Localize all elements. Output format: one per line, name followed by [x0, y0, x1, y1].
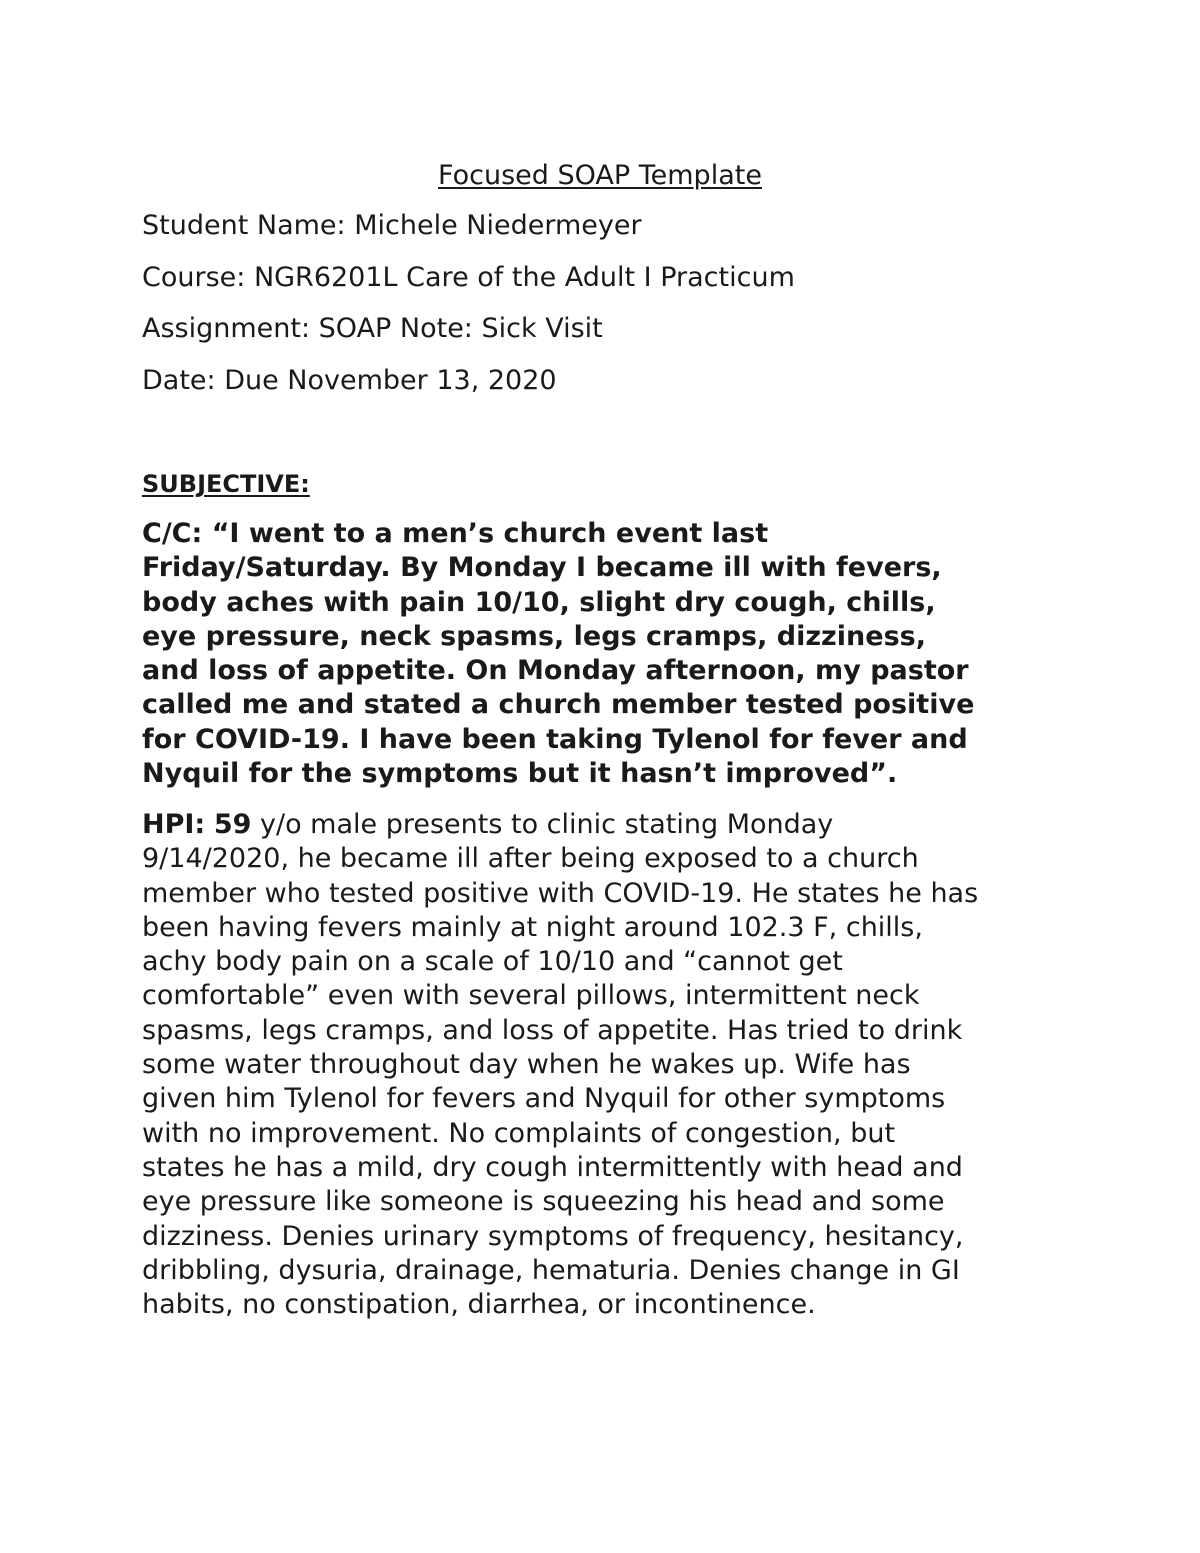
- assignment: Assignment: SOAP Note: Sick Visit: [142, 313, 603, 344]
- cc-line: called me and stated a church member tested positive: [142, 689, 975, 721]
- hpi-line: dizziness. Denies urinary symptoms of frequency, hesitancy,: [142, 1220, 964, 1252]
- hpi-line: dribbling, dysuria, drainage, hematuria. Denies change in GI: [142, 1254, 960, 1286]
- hpi-line: comfortable” even with several pillows, intermittent neck: [142, 980, 920, 1012]
- cc-line: Nyquil for the symptoms but it hasn’t improved”.: [142, 758, 898, 790]
- cc-line: for COVID-19. I have been taking Tylenol for fever and: [142, 723, 968, 755]
- hpi-line: spasms, legs cramps, and loss of appetite. Has tried to drink: [142, 1014, 963, 1046]
- student-name: Student Name: Michele Niedermeyer: [142, 210, 642, 241]
- hpi-line: eye pressure like someone is squeezing his head and some: [142, 1186, 945, 1218]
- hpi-line: 9/14/2020, he became ill after being exposed to a church: [142, 843, 919, 875]
- hpi-line: states he has a mild, dry cough intermittently with head and: [142, 1151, 963, 1183]
- hpi-line: habits, no constipation, diarrhea, or incontinence.: [142, 1289, 816, 1321]
- chief-complaint: [142, 517, 1062, 791]
- hpi-line: been having fevers mainly at night around 102.3 F, chills,: [142, 911, 923, 943]
- hpi-paragraph: [142, 808, 1062, 1322]
- hpi-line: achy body pain on a scale of 10/10 and “cannot get: [142, 946, 843, 978]
- hpi-line: with no improvement. No complaints of congestion, but: [142, 1117, 896, 1149]
- hpi-text: y/o male presents to clinic stating Monday: [251, 809, 834, 840]
- cc-line: and loss of appetite. On Monday afternoon, my pastor: [142, 655, 969, 687]
- cc-line: C/C: “I went to a men’s church event last: [142, 518, 769, 549]
- course: Course: NGR6201L Care of the Adult I Practicum: [142, 262, 795, 293]
- hpi-line: [142, 808, 1062, 842]
- date: Date: Due November 13, 2020: [142, 365, 557, 396]
- document-title: Focused SOAP Template: [438, 160, 762, 191]
- hpi-age: 59: [213, 809, 252, 840]
- hpi-line: given him Tylenol for fevers and Nyquil for other symptoms: [142, 1083, 946, 1115]
- cc-line: Friday/Saturday. By Monday I became ill with fevers,: [142, 552, 942, 584]
- hpi-label: HPI:: [142, 809, 206, 840]
- hpi-line: member who tested positive with COVID-19. He states he has: [142, 877, 979, 909]
- subjective-heading: SUBJECTIVE:: [142, 470, 310, 498]
- cc-line: eye pressure, neck spasms, legs cramps, dizziness,: [142, 620, 926, 652]
- cc-line: body aches with pain 10/10, slight dry cough, chills,: [142, 586, 936, 618]
- hpi-line: some water throughout day when he wakes up. Wife has: [142, 1049, 911, 1081]
